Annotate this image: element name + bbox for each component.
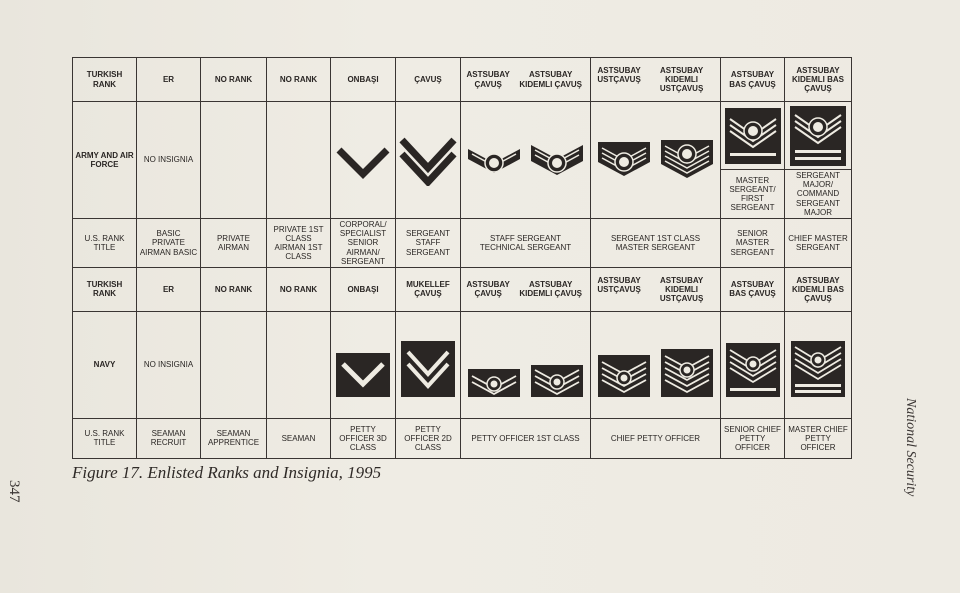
rank-col-8: ASTSUBAY BAS ÇAVUŞ (721, 58, 785, 102)
navy-us-title-c6: PETTY OFFICER 1ST CLASS (461, 418, 591, 458)
navy-rank-col-5: MUKELLEF ÇAVUŞ (396, 267, 461, 311)
rank-col-7a: ASTSUBAY USTÇAVUŞ (597, 65, 641, 84)
navy-header-row (73, 267, 852, 311)
crescent-chevron-3-icon (529, 141, 585, 179)
navy-insignia-pair-6 (461, 311, 591, 418)
us-title-c8-af: SENIOR MASTER SERGEANT (721, 218, 785, 267)
crescent-insignia-pair-7 (591, 102, 721, 219)
ranks-table (72, 57, 852, 459)
rank-col-3: NO RANK (267, 58, 331, 102)
navy-rank-col-6b: ASTSUBAY KIDEMLI ÇAVUŞ (519, 280, 582, 299)
us-title-c9-army: SERGEANT MAJOR/ COMMAND SERGEANT MAJOR (785, 170, 852, 219)
crescent-insignia-pair-6 (461, 102, 591, 219)
rank-col-9: ASTSUBAY KIDEMLI BAS ÇAVUŞ (785, 58, 852, 102)
army-blank-2 (201, 102, 267, 219)
army-us-titles-row (73, 218, 852, 267)
rank-col-6 (461, 58, 591, 102)
navy-insignia-row (73, 311, 852, 418)
us-title-c1-af: AIRMAN BASIC (139, 247, 198, 257)
figure-caption: Figure 17. Enlisted Ranks and Insignia, 1995 (72, 463, 382, 482)
us-title-c3-af: AIRMAN 1ST CLASS (274, 242, 323, 262)
rank-col-2: NO RANK (201, 58, 267, 102)
page-number: 347 (6, 480, 22, 503)
us-title-c5-af: STAFF SERGEANT (405, 238, 450, 257)
running-head: National Security (903, 398, 918, 497)
army-no-insignia: NO INSIGNIA (137, 102, 201, 219)
army-insignia-row (73, 102, 852, 170)
chevron-1-icon (331, 102, 396, 219)
us-title-c8-army: MASTER SERGEANT/ FIRST SERGEANT (721, 170, 785, 219)
us-title-c4-af: SENIOR AIRMAN/ SERGEANT (340, 238, 385, 266)
chevron-2-icon (396, 102, 461, 219)
navy-insignia-pair-7 (591, 311, 721, 418)
navy-rank-col-1: ER (137, 267, 201, 311)
rank-col-7 (591, 58, 721, 102)
navy-us-title-c8: SENIOR CHIEF PETTY OFFICER (721, 418, 785, 458)
rank-col-4: ONBAŞI (331, 58, 396, 102)
navy-us-title-c1: SEAMAN RECRUIT (137, 418, 201, 458)
us-title-c5-army: SERGEANT (405, 229, 450, 239)
navy-rank-col-6a: ASTSUBAY ÇAVUŞ (466, 280, 510, 299)
square-insignia-9-icon (785, 102, 852, 170)
us-title-c9-af: CHIEF MASTER SERGEANT (785, 218, 852, 267)
navy-turkish-rank-label: TURKISH RANK (73, 267, 137, 311)
rank-col-6b: ASTSUBAY KIDEMLI ÇAVUŞ (519, 70, 582, 89)
navy-rank-col-6 (461, 267, 591, 311)
us-title-c6-af: TECHNICAL SERGEANT (479, 242, 572, 252)
rank-col-7b: ASTSUBAY KIDEMLI USTÇAVUŞ (659, 65, 704, 94)
navy-blank-3 (267, 311, 331, 418)
navy-rank-col-8: ASTSUBAY BAS ÇAVUŞ (721, 267, 785, 311)
navy-crescent-chevron-4-icon (597, 354, 651, 398)
navy-rank-col-2: NO RANK (201, 267, 267, 311)
navy-us-title-c4: PETTY OFFICER 3D CLASS (331, 418, 396, 458)
navy-us-title-c3: SEAMAN (267, 418, 331, 458)
rank-col-1: ER (137, 58, 201, 102)
navy-crescent-chevron-2-icon (467, 368, 521, 398)
us-title-c2-af: AIRMAN (217, 242, 250, 252)
us-title-c7-af: MASTER SERGEANT (615, 242, 696, 252)
us-title-c2-army: PRIVATE (216, 233, 251, 243)
navy-blank-2 (201, 311, 267, 418)
us-title-c3-army: PRIVATE 1ST CLASS (273, 224, 324, 243)
navy-rank-col-7 (591, 267, 721, 311)
us-title-c4-army: CORPORAL/ SPECIALIST (339, 219, 387, 239)
us-title-c7-army: SERGEANT 1ST CLASS (610, 233, 701, 243)
army-header-row (73, 58, 852, 102)
rank-col-5: ÇAVUŞ (396, 58, 461, 102)
crescent-chevron-2-icon (466, 143, 522, 177)
navy-us-title-c5: PETTY OFFICER 2D CLASS (396, 418, 461, 458)
crescent-chevron-5-icon (659, 138, 715, 182)
us-title-c1-army: BASIC PRIVATE (151, 229, 186, 248)
navy-label: NAVY (73, 311, 137, 418)
crescent-chevron-4-icon (596, 140, 652, 180)
navy-square-insignia-8-icon (721, 311, 785, 418)
navy-us-title-c9: MASTER CHIEF PETTY OFFICER (785, 418, 852, 458)
navy-chevron-2-icon (396, 311, 461, 418)
navy-rank-col-4: ONBAŞI (331, 267, 396, 311)
navy-rank-col-3: NO RANK (267, 267, 331, 311)
navy-rank-col-7b: ASTSUBAY KIDEMLI USTÇAVUŞ (659, 275, 704, 303)
navy-us-title-c7: CHIEF PETTY OFFICER (591, 418, 721, 458)
navy-rank-col-9: ASTSUBAY KIDEMLI BAS ÇAVUŞ (785, 267, 852, 311)
navy-us-rank-title-label: U.S. RANK TITLE (73, 418, 137, 458)
turkish-rank-label: TURKISH RANK (73, 58, 137, 102)
navy-rank-col-7a: ASTSUBAY USTÇAVUŞ (597, 275, 641, 294)
army-af-label: ARMY AND AIR FORCE (73, 102, 137, 219)
navy-us-titles-row (73, 418, 852, 458)
us-title-c6-army: STAFF SERGEANT (490, 233, 561, 243)
navy-no-insignia: NO INSIGNIA (137, 311, 201, 418)
navy-us-title-c2: SEAMAN APPRENTICE (201, 418, 267, 458)
rank-col-6a: ASTSUBAY ÇAVUŞ (466, 70, 510, 89)
navy-crescent-chevron-5-icon (660, 348, 714, 398)
square-insignia-8-icon (721, 102, 785, 170)
us-rank-title-label: U.S. RANK TITLE (73, 218, 137, 267)
navy-crescent-chevron-3-icon (530, 364, 584, 398)
navy-chevron-1-icon (331, 311, 396, 418)
navy-square-insignia-9-icon (785, 311, 852, 418)
army-blank-3 (267, 102, 331, 219)
